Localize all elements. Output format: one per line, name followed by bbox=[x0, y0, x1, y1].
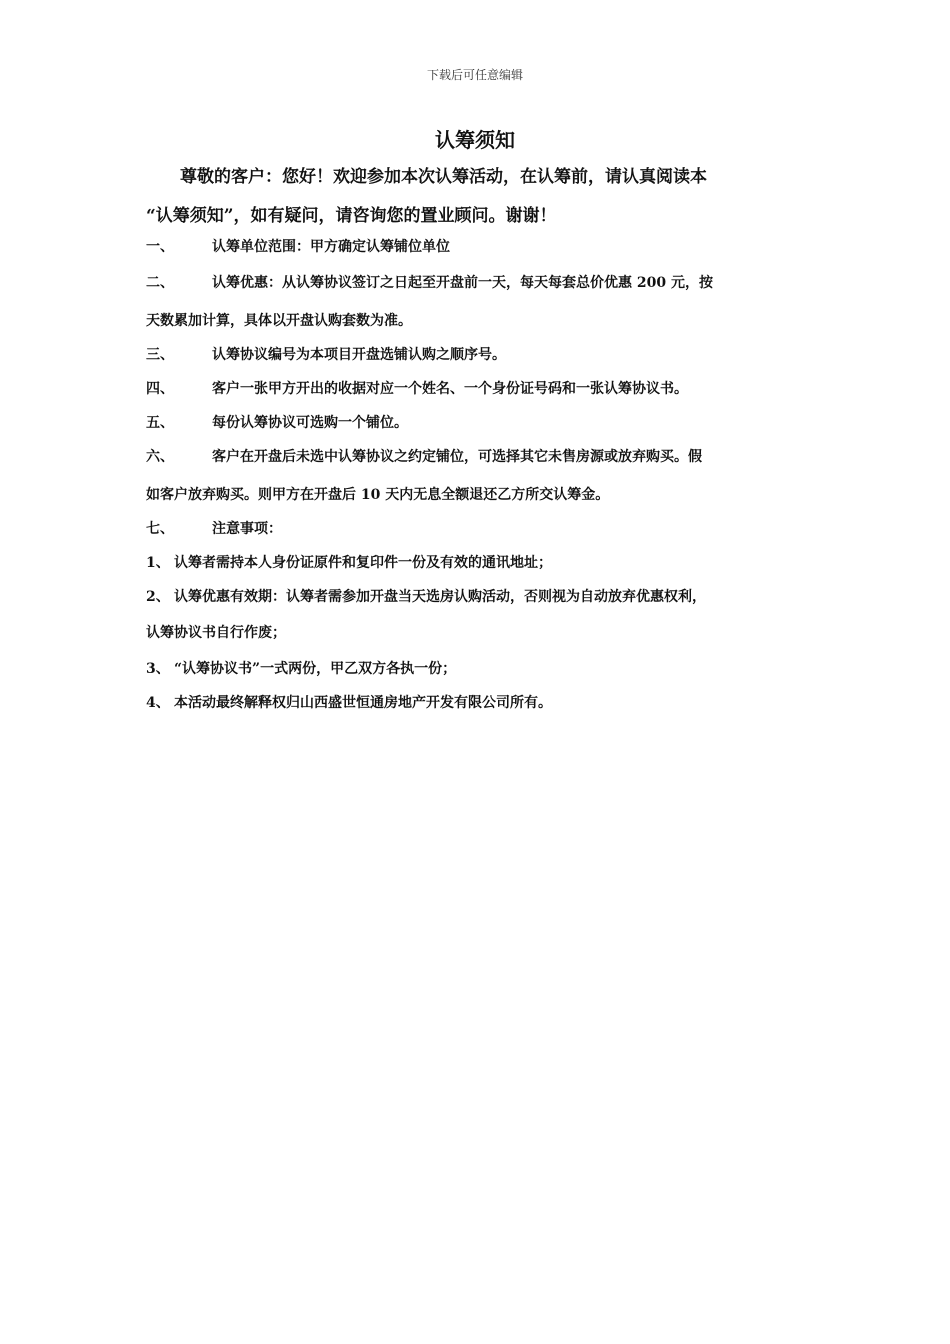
note-item-3 bbox=[146, 658, 818, 678]
section-item-4 bbox=[146, 378, 818, 398]
section-number: 七、 bbox=[146, 521, 174, 537]
note-item-2 bbox=[146, 586, 818, 606]
section-number: 六、 bbox=[146, 449, 174, 465]
section-number: 四、 bbox=[146, 381, 174, 397]
section-number: 五、 bbox=[146, 415, 174, 431]
note-text: 认筹者需持本人身份证原件和复印件一份及有效的通讯地址； bbox=[174, 555, 552, 571]
section-text: 客户在开盘后未选中认筹协议之约定铺位，可选择其它未售房源或放弃购买。假 bbox=[212, 449, 702, 465]
section-item-7 bbox=[146, 518, 818, 538]
note-text: “认筹协议书”一式两份，甲乙双方各执一份； bbox=[174, 661, 457, 677]
section-item-2-continuation: 天数累加计算，具体以开盘认购套数为准。 bbox=[146, 313, 412, 329]
note-item-1 bbox=[146, 552, 818, 572]
section-number: 一、 bbox=[146, 239, 174, 255]
section-item-5 bbox=[146, 412, 818, 432]
note-number: 2、 bbox=[146, 589, 170, 605]
section-text: 认筹优惠：从认筹协议签订之日起至开盘前一天，每天每套总价优惠 200 元，按 bbox=[212, 275, 713, 291]
section-item-1 bbox=[146, 236, 818, 256]
section-item-3 bbox=[146, 344, 818, 364]
note-number: 4、 bbox=[146, 695, 170, 711]
document-title: 认筹须知 bbox=[435, 128, 515, 152]
note-text: 认筹优惠有效期：认筹者需参加开盘当天选房认购活动，否则视为自动放弃优惠权利， bbox=[174, 589, 706, 605]
section-number: 三、 bbox=[146, 347, 174, 363]
section-item-6-continuation: 如客户放弃购买。则甲方在开盘后 10 天内无息全额退还乙方所交认筹金。 bbox=[146, 487, 610, 503]
intro-line-2: “认筹须知”，如有疑问，请咨询您的置业顾问。谢谢！ bbox=[146, 206, 557, 226]
note-item-2-continuation: 认筹协议书自行作废； bbox=[146, 625, 286, 641]
section-item-6 bbox=[146, 446, 818, 466]
note-text: 本活动最终解释权归山西盛世恒通房地产开发有限公司所有。 bbox=[174, 695, 552, 711]
note-number: 3、 bbox=[146, 661, 170, 677]
note-item-4 bbox=[146, 692, 818, 712]
section-text: 注意事项： bbox=[212, 521, 282, 537]
section-text: 客户一张甲方开出的收据对应一个姓名、一个身份证号码和一张认筹协议书。 bbox=[212, 381, 688, 397]
section-item-2 bbox=[146, 272, 818, 292]
section-text: 每份认筹协议可选购一个铺位。 bbox=[212, 415, 408, 431]
header-note: 下载后可任意编辑 bbox=[426, 68, 523, 82]
note-number: 1、 bbox=[146, 555, 170, 571]
intro-line-1: 尊敬的客户：您好！欢迎参加本次认筹活动，在认筹前，请认真阅读本 bbox=[180, 167, 707, 187]
section-text: 认筹单位范围：甲方确定认筹铺位单位 bbox=[212, 239, 450, 255]
section-text: 认筹协议编号为本项目开盘选铺认购之顺序号。 bbox=[212, 347, 506, 363]
section-number: 二、 bbox=[146, 275, 174, 291]
